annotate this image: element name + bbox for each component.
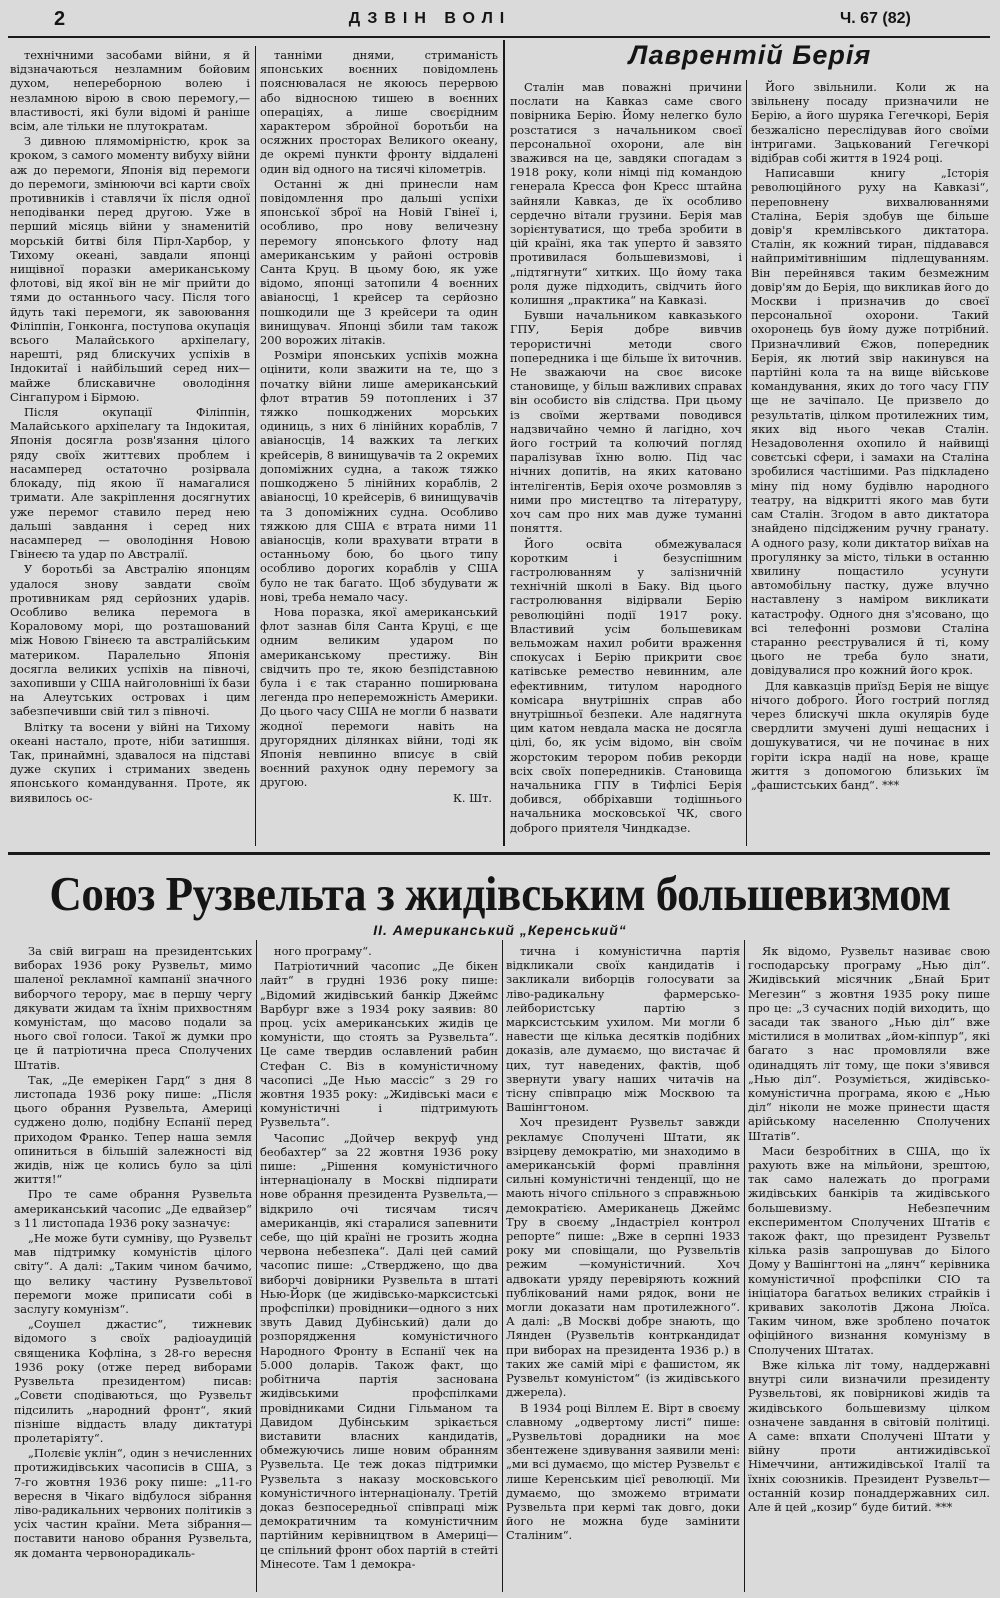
author-signature: К. Шт. (453, 790, 492, 805)
paragraph: Останні ж дні принесли нам повідомлення про дальші успіхи японської зброї на Новій Гвінеї і, особливо, про нову величезну перемогу японського флоту над американським у районі островів Санта Круц. В цьому бою, як уже відомо, японці затопили 4 воєнних авіаносці, 1 крейсер та серйозно пошкодили ще 3 крейсери та один винищувач. Японці збили там також 200 ворожих літаків. (260, 176, 498, 348)
article-beria-column-2 (751, 80, 989, 846)
paragraph: Патріотичний часопис „Де бікен лайт“ в грудні 1936 року пише: „Відомий жидівський банкір Джеймс Варбург вже з 1934 року заявив: 80 проц. усіх американських жидів це комуністи, що стоять за Рузвельта“. Це саме твердив ославлений рабин Стефан С. Віз в комуністичному часописі „Де Нью массіс“ з 29 го жовтня 1935 року: „Жидівські маси є комуністичні і підтримують Рузвельта“. (260, 959, 498, 1130)
paragraph: „Не може бути сумніву, що Рузвельт мав підтримку комуністів цілого світу“. А далі: „Таким чином бачимо, що велику частину Рузвельтової перемоги може приписати собі в заслугу комунізм“. (14, 1231, 252, 1317)
beria-headline: Лаврентій Берія (628, 40, 872, 70)
paragraph: Про те саме обрання Рузвельта американський часопис „Де едвайзер“ з 11 листопада 1936 року зазначує: (14, 1187, 252, 1230)
paragraph: Його звільнили. Коли ж на звільнену посаду призначили не Берію, а його шуряка Гегечкорі, Берія безжалісно переслідував його своїми інтригами. Зацькований Гегечкорі відібрав собі життя в 1924 році. (751, 80, 989, 166)
paragraph: технічними засобами війни, я й відзначаються незламним бойовим духом, непереборною волею і незламною вірою в свою перемогу,—властивості, які були відомі й раніше всім, але тільки не плутократам. (10, 48, 250, 134)
column-divider (502, 940, 503, 1592)
paragraph: Написавши книгу „Історія революційного руху на Кавказі“, переповнену вихвалюваннями Сталіна, Берія здобув ще більше довір'я кремлівського диктатора. Сталін, як кожний тиран, піддавався найпримітивнішим підлещуванням. Він перейнявся таким безмежним довір'ям до Берія, що викликав його до Москви і призначив до своєї персональної охорони. Такий охоронець був йому дуже потрібний. Призначливий Єжов, попередник Берія, як лютий звір накинувся на партійні кола та на вище військове командування, яких до того часу ГПУ ще не зачіпало. Це призвело до результатів, цілком протилежних тим, яких від нього чекав Сталін. Незадоволення охопило й найвищі совєтські сфери, і замахи на Сталіна зробилися частішими. Раз підкладено міну під ному будівлю народного театру, на відкритті якого мав бути сам Сталін. Згодом в авто диктатора знайдено підсідженим ручну гранату. А одного разу, коли диктатор виїхав на прогулянку за місто, тільки в останню хвилину пощастило усунути автомобільну пастку, дуже влучно наставлену з наміром викликати катастрофу. Одного дня з'ясовано, що всі телефонні розмови Сталіна старанно реєструвалися й ті, кому цього не треба було знати, довідувалися про кожний його крок. (751, 166, 989, 678)
column-divider (746, 80, 747, 846)
section-rule (8, 852, 990, 855)
paragraph: Часопис „Дойчер векруф унд беобахтер“ за 22 жовтня 1936 року пише: „Рішення комуністичного інтернаціоналу в Москві підпирати нове обрання президента Рузвельта,—відкрило очі тисячам тисяч американців, які старалися запевнити себе, що цій країні не грозить жодна червона небезпека“. Далі цей самий часопис пише: „Стверджено, що два виборчі довірники Рузвельта в штаті Нью-Йорк (це жидівсько-марксистські профспілки) провідники—одного з них звуть Давид Дубінський) дали до розпорядження комуністичного Народного Фронту в Еспанії чек на 5.000 доларів. Також факт, що робітнича партія заснована жидівськими профспілками провідниками Сидни Гільманом та Давидом Дубінським зрікається виставити власних кандидатів, обмежуючись лише новим обранням Рузвельта. Це теж доказ підтримки Рузвельта з наказу московського комуністичного інтернаціоналу. Третій доказ безпосередньої співпраці між демократичним та комуністичним партійним керівництвом в Америці—це спільний фронт обох партій в стейті Мінесоте. Там 1 демокра- (260, 1130, 498, 1571)
column-divider (255, 46, 256, 846)
newspaper-name: ДЗВІН ВОЛІ (348, 10, 512, 27)
paragraph: Нова поразка, якої американський флот зазнав біля Санта Круці, є ще одним великим ударом по американському престижу. Він свідчить про те, якою безпідставною була і є так старанно поширювана легенда про непереможність Америки. До цього часу США не могли б назвати жодної перемоги навіть на другорядних ділянках війни, тоді як Японія невпинно вписує в свій воєнний рахунок одну перемогу за другою. (260, 604, 498, 790)
header-rule (8, 36, 990, 38)
column-divider (256, 940, 257, 1592)
roosevelt-headline: Союз Рузвельта з жидівським большевизмом (49, 867, 951, 921)
issue-number: Ч. 67 (82) (840, 10, 911, 27)
article-war-column-1 (10, 48, 250, 844)
article-roosevelt-column-2 (260, 944, 498, 1592)
paragraph: Сталін мав поважні причини послати на Кавказ саме свого повірника Берію. Йому нелегко було розстатися з начальником своєї персональної охорони, але він зважився на це, завдяки спогадам з 1918 року, коли німці під командою генерала Кресса фон Кресс штайна зайняли Кавказ, де їх особливо сердечно вітали грузини. Берія мав зорієнтуватися, що треба зробити в цій країні, яка так уперто й завзято противилася большевизмові, і „підтягнути“ хитких. Що йому така роля дуже підходить, свідчить його колишня „практика“ на Кавказі. (510, 80, 742, 308)
page-number: 2 (54, 8, 66, 30)
paragraph: танніми днями, стриманість японських воєнних повідомлень пояснювалася не якоюсь перервою або відносною тишею в воєнних операціях, а лише своєрідним характером збройної боротьби на осяжних просторах Великого океану, де окремі пункти фронту віддалені один від одного на тисячі кілометрів. (260, 48, 498, 176)
article-beria-column-1 (510, 80, 742, 846)
paragraph: Як відомо, Рузвельт називає свою господарську програму „Нью діл“. Жидівський місячник „Бнай Брит Мегезин“ з жовтня 1935 року пише про це: „З сучасних подій виходить, що засади так званого „Нью діл“ вже містилися в молитвах „йом-кіппур“, які багато з нас промовляли вже одинадцять літ тому, ще поки з'явився „Нью діл“. Розуміється, жидівсько-комуністична програма, якою є „Нью діл“ ніколи не може принести щастя арійському населенню Сполучених Штатів“. (748, 944, 990, 1143)
article-roosevelt-column-4 (748, 944, 990, 1592)
article-war-column-2 (260, 48, 498, 844)
paragraph: Маси безробітних в США, що їх рахують вже на мільйони, зрештою, так само належать до програми жидівських банкірів та жидівського большевизму. Небезпечним експериментом Сполучених Штатів є також факт, що президент Рузвельт кілька разів запрошував до Білого Дому у Вашінгтоні на „лянч“ керівника комуністичної профспілки СІО та ініціатора багатьох великих страйків і кривавих заколотів Джона Люїса. Таким чином, вже зроблено початок офіційного визнання комунізму в Сполучених Штатах. (748, 1143, 990, 1357)
paragraph: Хоч президент Рузвельт завжди рекламує Сполучені Штати, як взірцеву демократію, ми знаходимо в американській формі правління сильні комуністичні тенденції, що не мають нічого спільного з справжньою демократією. Американець Джеймс Тру в своєму „Індастріел контрол репорте“ пише: „Вже в серпні 1933 року ми сповіщали, що Рузвельтів режим —комуністичний. Хоч адвокати уряду перевіряють кожний публікований нами рядок, вони не могли доказати нам протилежного“. А далі: „В Москві добре знають, що Лянден (Рузвельтів контркандидат при виборах на президента 1936 р.) в таких же самій мірі є фашистом, як Рузвельт комуністом“ (із жидівського джерела). (506, 1115, 740, 1400)
article-roosevelt-column-1 (14, 944, 252, 1592)
paragraph: Так, „Де емерікен Гард“ з дня 8 листопада 1936 року пише: „Після цього обрання Рузвельта, Америці суджено долю, подібну Еспанії перед приходом Франко. Тепер наша земля опиниться в більшій залежності від жидів, ніж це колись було за цілі життя!“ (14, 1072, 252, 1187)
paragraph: За свій виграш на президентських виборах 1936 року Рузвельт, мимо шаленої рекламної кампанії значного виборчого терору, має в першу чергу дякувати жидам та їхнім прихвостням комуністам, що масово подали за нього свої голоси. Такої ж думки про це й патріотична преса Сполучених Штатів. (14, 944, 252, 1072)
paragraph: Влітку та восени у війні на Тихому океані настало, проте, ніби затишшя. Так, принаймні, здавалося на підставі дуже скупих і стриманих зведень японського командування. Проте, як виявилось ос- (10, 719, 250, 805)
paragraph: Бувши начальником кавказького ГПУ, Берія добре вивчив терористичні методи свого попередника і ще більше їх виточнив. Не зважаючи на своє високе становище, у більш важливих справах він особисто вів слідства. При цьому із своїми жертвами поводився надзвичайно чемно й лагідно, хоч його гострий та колючий погляд паралізував їхню волю. Під час нічних допитів, на яких катовано інтелігентів, Берія охоче розмовляв з ними про мистецтво та літературу, хоч сам про них мав дуже туманні поняття. (510, 308, 742, 536)
paragraph: ного програму“. (274, 944, 372, 958)
paragraph: Вже кілька літ тому, наддержавні внутрі сили визначили президенту Рузвельтові, як повірникові жидів та жидівського большевизму цілком означене завдання в світовій політиці. А саме: впхати Сполучені Штати у війну проти антижидівської Німеччини, антижидівської Італії та їхніх союзників. Президент Рузвельт—останній козир понаддержавних сил. Але й цей „козир“ буде битий. *** (748, 1357, 990, 1514)
paragraph: Для кавказців приїзд Берія не віщує нічого доброго. Його гострий погляд через блискучі шкла окулярів буде свердлити змучені душі нещасних і дошукуватися, чи не починає в них горіти іскра надії на нове, краще життя з допомогою близьких їм „фашистських банд“. *** (751, 678, 989, 792)
page-header (0, 8, 1000, 38)
roosevelt-subheadline: II. Американський „Керенський“ (373, 922, 627, 938)
paragraph: З дивною плямомірністю, крок за кроком, з самого моменту вибуху війни аж до перемоги, Японія від перемоги до перемоги, змінюючи всі карти своїх противників і ставлячи їх після одної неподіванки перед другою. Уже в перший місяць війни у знаменитій морській битві біля Пірл-Харбор, у Тихому океані, завдали японці нищівної поразки американському флотові, від якої він не міг прийти до тями до останнього часу. Після того йдуть такі перемоги, як завоювання Філіппін, Гонконга, поступова окупація всього Малайського архіпелагу, нарешті, ряд блискучих успіхів в Індокитаї і найбільший серед них—майже блискавичне оволодіння Сінгапуром і Бірмою. (10, 134, 250, 404)
column-divider (503, 40, 505, 846)
article-roosevelt-column-3 (506, 944, 740, 1592)
column-divider (744, 940, 745, 1592)
paragraph: Розміри японських успіхів можна оцінити, коли зважити на те, що з початку війни лише американський флот втратив 59 потоплених і 37 тяжко пошкоджених морських одиниць, з них 6 лінійних кораблів, 7 авіаносців, 14 важких та легких крейсерів, 8 винищувачів та 2 окремих допоміжних судна, а також тяжко пошкоджено 5 лінійних кораблів, 2 авіаносці, 10 крейсерів, 6 винищувачів та 3 допоміжних судна. Особливо тяжкою для США є втрата ними 11 авіаносців, коли врахувати втрати в останньому бою, бо цього типу особливо дорогих кораблів у США було не так багато. Щоб збудувати ж нові, треба немало часу. (260, 348, 498, 604)
paragraph: „Соушел джастис“, тижневик відомого з своїх радіоаудицій священика Кофліна, з 28-го вересня 1936 року (отже перед виборами Рузвельта президентом) писав: „Совєти сподіваються, що Рузвельт підсилить „народний фронт“, який пізніше віддасть владу диктатурі пролетаріяту“. (14, 1317, 252, 1445)
paragraph: тична і комуністична партія відкликали своїх кандидатів і закликали виборців голосувати за ліво-радикальну фармерсько-лейбористську партію з марксистським ухилом. Ми могли б навести ще кілька десятків подібних доказів, але думаємо, що вистачає й цих, тут наведених, фактів, щоб звернути увагу наших читачів на тісну співпрацю між Москвою та Вашінгтоном. (506, 944, 740, 1115)
paragraph: У боротьбі за Австралію японцям удалося знову завдати своїм противникам ряд серйозних ударів. Особливо велика перемога в Кораловому морі, що розташований між Новою Гвінеєю та австралійським материком. Паралельно Японія досягла великих успіхів на півночі, захопивши у США найголовніші їх бази на Алеутських островах і цим забезпечивши свій тил з півночі. (10, 562, 250, 719)
paragraph: „Полєвіє уклін“, один з нечисленних протижидівських часописів в США, з 7-го жовтня 1936 року пише: „11-го вересня в Чікаго відбулося зібрання ліво-радикальних червоних політиків з усіх частин країни. Мета зібрання—поставити наново обрання Рузвельта, як доманта червонорадикаль- (14, 1446, 252, 1560)
paragraph: Його освіта обмежувалася коротким і безуспішним гастролюванням у залізничній технічній школі в Баку. Від цього гастролювання відірвали Берію революційні події 1917 року. Властивий усім большевикам вельможам нахил робити враження спокусах і Берію прикрити своє катівське ремество невинним, але ефективним, титулом народного комісара внутрішніх справ або внутрішньої безпеки. Але надягнута цим катом невдала маска не досягла цілі, бо, як усім відомо, він своїм жорстоким терором побив рекорди всіх своїх попередників. Становища начальника ГПУ в Тифлісі Берія добився, оббріхавши тодішнього начальника московської ЧК, свого доброго приятеля Чиндкадзе. (510, 536, 742, 835)
paragraph: В 1934 році Віллем Е. Вірт в своєму славному „одвертому листі“ пише: „Рузвельтові дорадники на моє збентежене здивування заявили мені: „ми всі думаємо, що містер Рузвельт є лише Керенським цієї революції. Ми думаємо, що зможемо втримати Рузвельта при кермі так довго, доки його не можна буде замінити Сталіним“. (506, 1400, 740, 1543)
paragraph: Після окупації Філіппін, Малайського архіпелагу та Індокитая, Японія досягла розв'язання цілого ряду своїх життєвих проблем і насамперед остаточно розірвала блокаду, під якою її намагалися тримати. Але закріплення досягнутих уже перемог ставило перед нею дальші завдання і серед них насамперед — оволодіння Новою Гвінеєю та удар по Австралії. (10, 405, 250, 562)
